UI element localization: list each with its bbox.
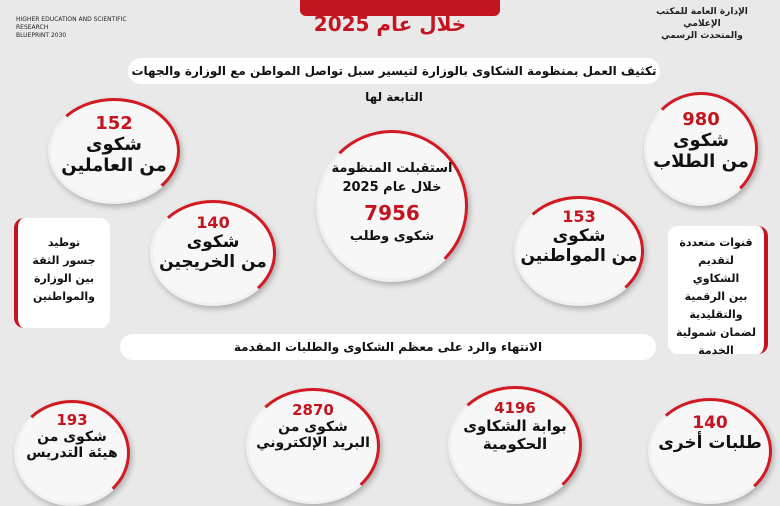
stat-value: 140 <box>196 213 230 232</box>
stat-label-2: البريد الإلكتروني <box>256 435 370 451</box>
stat-circle-students <box>644 92 758 206</box>
office-line-2: والمتحدث الرسمي <box>661 31 743 41</box>
center-line-1: استقبلت المنظومة <box>331 161 453 176</box>
stat-label-2: من الطلاب <box>653 151 749 172</box>
middle-banner: الانتهاء والرد على معظم الشكاوى والطلبات المقدمة <box>120 334 656 360</box>
stat-value: 980 <box>682 109 720 130</box>
stat-value: 4196 <box>494 399 536 417</box>
stat-circle-citizens <box>514 196 644 306</box>
stat-label-1: شكوى من <box>37 429 107 445</box>
note-left-line: توطيد <box>47 236 81 249</box>
note-right-line: الخدمة <box>698 344 734 357</box>
office-line-1: الإدارة العامة للمكتب الإعلامي <box>656 7 748 29</box>
stat-value: 140 <box>692 413 728 433</box>
stat-label-1: شكوى <box>552 226 606 246</box>
stat-label-1: شكوى <box>673 130 729 151</box>
top-banner: تكثيف العمل بمنظومة الشكاوى بالوزارة لتيسير سبل تواصل المواطن مع الوزارة والجهات التابعة لها <box>128 58 660 84</box>
stat-circle-other <box>648 398 772 504</box>
center-line-2: خلال عام 2025 <box>342 180 442 195</box>
note-right-line: بين الرقمية <box>684 290 748 303</box>
stat-circle-graduates <box>150 200 276 306</box>
center-line-3: شكوى وطلب <box>349 229 435 244</box>
stat-label-1: شكوى <box>186 232 240 252</box>
stat-label-2: من المواطنين <box>520 246 638 266</box>
header-subtitle: خلال عام 2025 <box>313 12 467 36</box>
stat-circle-email <box>246 388 380 504</box>
stat-label-2: من العاملين <box>61 155 167 176</box>
stat-circle-workers <box>48 98 180 204</box>
stat-circle-portal <box>448 386 582 504</box>
blueprint-logo-text <box>16 0 156 40</box>
stat-value: 193 <box>56 411 88 429</box>
stat-value: 152 <box>95 113 133 134</box>
stat-value: 2870 <box>292 401 334 419</box>
note-right-line: قنوات متعددة <box>679 236 753 249</box>
stat-label-1: بوابة الشكاوى <box>463 417 567 435</box>
stat-label-2: الحكومية <box>482 435 548 453</box>
note-left-line: والمواطنين <box>32 290 96 303</box>
note-right-line: لضمان شمولية <box>675 326 757 339</box>
blueprint-line-1: HIGHER EDUCATION AND SCIENTIFIC RESEARCH <box>16 16 127 31</box>
note-right-line: لتقديم الشكاوي <box>692 254 740 285</box>
stat-value: 153 <box>562 207 596 226</box>
note-right-line: والتقليدية <box>689 308 743 321</box>
stat-label-1: شكوى من <box>278 419 348 435</box>
center-total: 7956 <box>364 201 420 225</box>
center-total-circle <box>316 130 468 282</box>
stat-label-1: شكوى <box>86 134 142 155</box>
note-left <box>14 218 110 328</box>
blueprint-line-2: BLUEPRINT 2030 <box>16 32 67 39</box>
stat-label-2: هيئة التدريس <box>26 445 118 461</box>
note-right <box>668 226 768 357</box>
note-left-line: بين الوزارة <box>33 272 95 285</box>
stat-label-2: من الخريجين <box>159 252 267 272</box>
ministry-logo-text <box>642 0 762 42</box>
stat-circle-faculty <box>14 400 130 506</box>
stat-label-1: طلبات أخرى <box>658 433 762 453</box>
note-left-line: جسور الثقة <box>32 254 96 267</box>
